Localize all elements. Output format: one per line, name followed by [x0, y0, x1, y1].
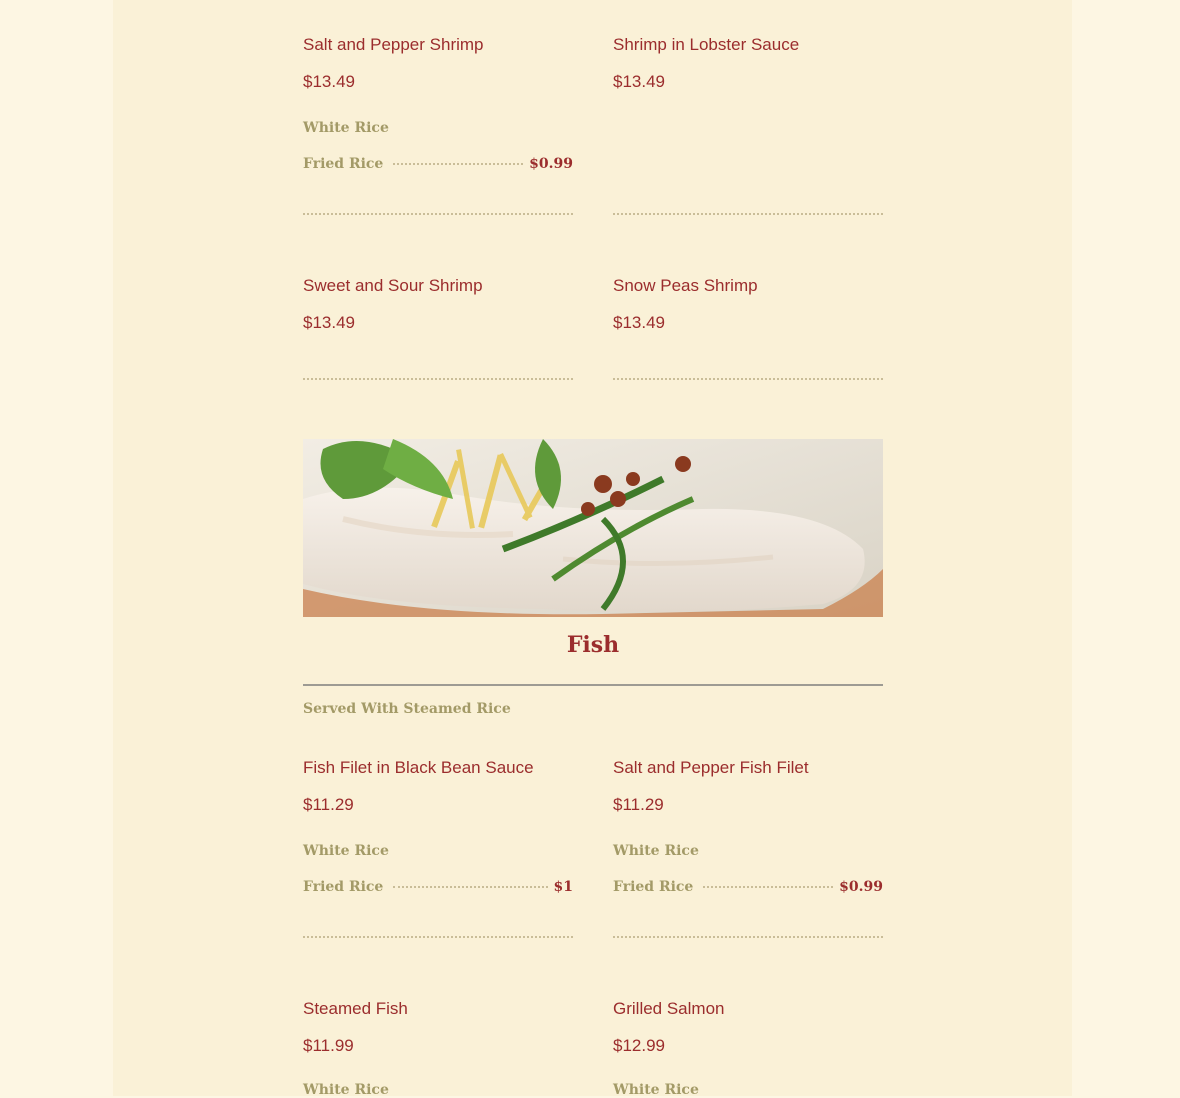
item-name: Fish Filet in Black Bean Sauce — [303, 758, 534, 777]
item-price: $13.49 — [303, 72, 355, 91]
option-price: $1 — [553, 879, 573, 895]
item-price: $11.29 — [613, 795, 664, 814]
option-label: Fried Rice — [613, 879, 694, 895]
option-label: White Rice — [303, 843, 389, 859]
section-title-fish: Fish — [566, 632, 620, 658]
option-white-rice — [613, 843, 883, 859]
menu-page — [113, 0, 1072, 1096]
item-divider — [303, 213, 573, 215]
option-price: $0.99 — [839, 879, 883, 895]
item-name: Salt and Pepper Shrimp — [303, 35, 484, 54]
item-divider — [303, 936, 573, 938]
section-subtitle: Served With Steamed Rice — [303, 701, 511, 717]
item-name: Shrimp in Lobster Sauce — [613, 35, 800, 54]
option-label: White Rice — [303, 1082, 389, 1098]
option-fried-rice — [303, 156, 573, 172]
item-name: Steamed Fish — [303, 999, 408, 1018]
option-price: $0.99 — [529, 156, 573, 172]
item-name: Salt and Pepper Fish Filet — [613, 758, 809, 777]
dot-leader — [703, 886, 833, 888]
option-fried-rice — [303, 879, 573, 895]
item-price: $11.99 — [303, 1036, 354, 1055]
item-name: Grilled Salmon — [613, 999, 725, 1018]
item-divider — [303, 378, 573, 380]
option-label: Fried Rice — [303, 879, 384, 895]
dot-leader — [393, 163, 523, 165]
item-divider — [613, 213, 883, 215]
option-white-rice — [303, 843, 573, 859]
option-label: White Rice — [613, 1082, 699, 1098]
option-label: White Rice — [303, 120, 389, 136]
option-label: Fried Rice — [303, 156, 384, 172]
item-divider — [613, 936, 883, 938]
option-label: White Rice — [613, 843, 699, 859]
steamed-fish-photo — [303, 439, 883, 617]
item-name: Sweet and Sour Shrimp — [303, 276, 483, 295]
item-name: Snow Peas Shrimp — [613, 276, 758, 295]
option-fried-rice — [613, 879, 883, 895]
section-rule — [303, 684, 883, 686]
dot-leader — [393, 886, 547, 888]
item-price: $13.49 — [613, 72, 665, 91]
item-price: $13.49 — [303, 313, 355, 332]
item-price: $12.99 — [613, 1036, 665, 1055]
item-price: $13.49 — [613, 313, 665, 332]
option-white-rice — [303, 120, 573, 136]
item-price: $11.29 — [303, 795, 354, 814]
item-divider — [613, 378, 883, 380]
